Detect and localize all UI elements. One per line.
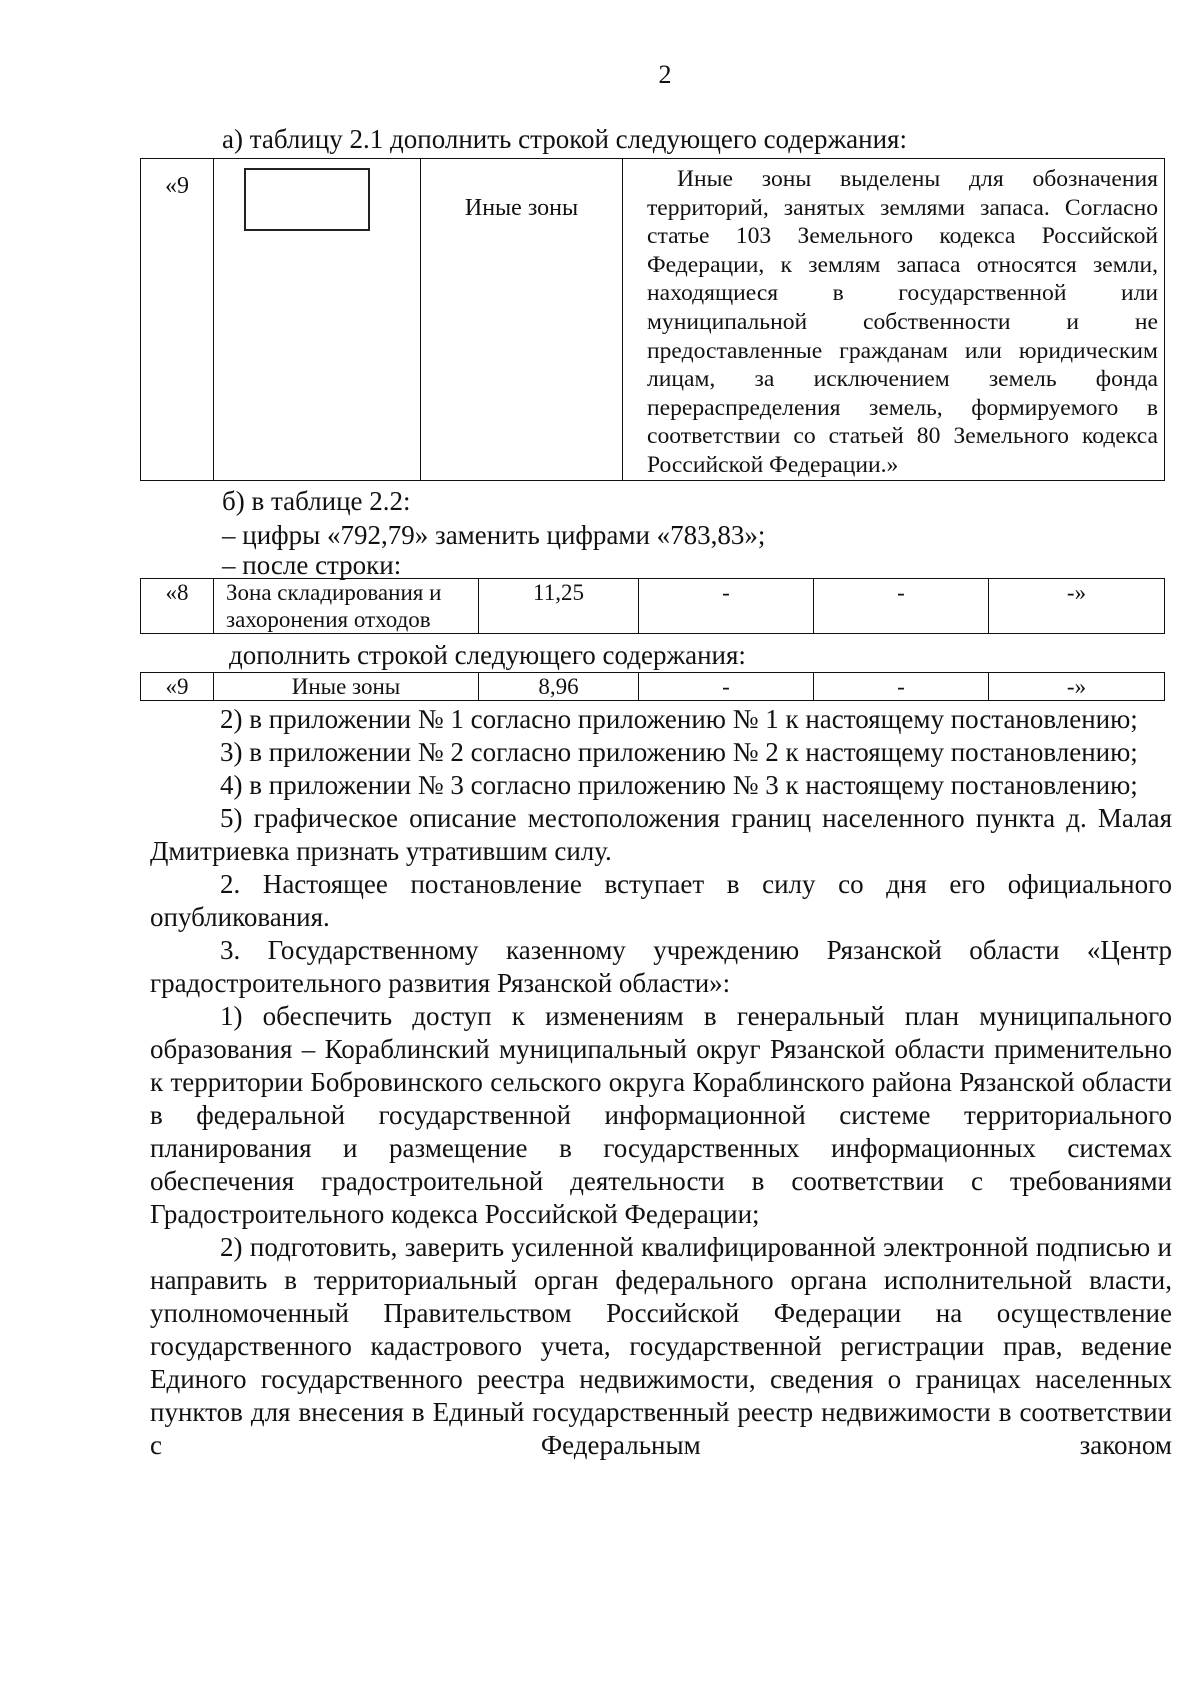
cell-col6: -»: [989, 579, 1165, 634]
cell-col5: -: [814, 673, 989, 701]
paragraph-appendix-3: 4) в приложении № 3 согласно приложению № 3 к настоящему постановлению;: [220, 770, 1138, 800]
table-row: [141, 673, 1165, 701]
zone-description-text: Иные зоны выделены для обозначения территорий, занятых землями запаса. Согласно статье 103 Земельного кодекса Российской Федерации, к землям запаса относятся земли, находящиеся в государственной или муниципальной собственности и не предоставленные гражданам или юридическим лицам, за исключением земель фонда перераспределения земель, формируемого в соответствии со статьей 80 Земельного кодекса Российской Федерации.»: [647, 166, 1158, 478]
section-3: 3. Государственному казенному учреждению Рязанской области «Центр градостроительного развития Рязанской области»:: [150, 935, 1172, 998]
section-3-item-2: 2) подготовить, заверить усиленной квалифицированной электронной подписью и направить в территориальный орган федерального органа исполнительной власти, уполномоченный Правительством Российской Федерации на осуществление государственного кадастрового учета, государственной регистрации прав, ведение Единого государственного реестра недвижимости, сведения о границах населенных пунктов для внесения в Единый государственный реестр недвижимости в соответствии с Федеральным законом: [150, 1232, 1172, 1460]
row-number: «8: [141, 579, 214, 634]
area-value: 8,96: [479, 673, 639, 701]
item-b-after-row: – после строки:: [222, 550, 402, 580]
row-number: «9: [141, 673, 214, 701]
paragraph-appendix-2: 3) в приложении № 2 согласно приложению № 2 к настоящему постановлению;: [220, 737, 1138, 767]
cell-col6: -»: [989, 673, 1165, 701]
zone-name: Иные зоны: [421, 159, 623, 481]
item-b-digits: – цифры «792,79» заменить цифрами «783,83»;: [222, 520, 766, 550]
symbol-cell: [214, 159, 421, 481]
table-row: [141, 579, 1165, 634]
cell-col4: -: [639, 673, 814, 701]
body-text: [150, 703, 1172, 1462]
table-row: [141, 159, 1165, 481]
cell-col5: -: [814, 579, 989, 634]
add-row-intro: дополнить строкой следующего содержания:: [229, 640, 746, 670]
table-2-2-existing-row: [140, 578, 1165, 634]
legend-symbol-rectangle: [244, 168, 370, 231]
paragraph-appendix-1: 2) в приложении № 1 согласно приложению № 1 к настоящему постановлению;: [220, 704, 1138, 734]
cell-col4: -: [639, 579, 814, 634]
table-2-2-new-row: [140, 672, 1165, 701]
zone-name: Зона складирования и захоронения отходов: [214, 579, 479, 634]
zone-name: Иные зоны: [214, 673, 479, 701]
section-3-item-1: 1) обеспечить доступ к изменениям в генеральный план муниципального образования – Кораблинский муниципальный округ Рязанской области применительно к территории Бобровинского сельского округа Кораблинского района Рязанской области в федеральной государственной информационной системе территориального планирования и размещение в государственных информационных системах обеспечения градостроительной деятельности в соответствии с требованиями Градостроительного кодекса Российской Федерации;: [150, 1001, 1172, 1229]
paragraph-graphic-description: 5) графическое описание местоположения границ населенного пункта д. Малая Дмитриевка признать утратившим силу.: [150, 803, 1172, 866]
item-b-intro: б) в таблице 2.2:: [222, 486, 411, 516]
area-value: 11,25: [479, 579, 639, 634]
item-a-intro: а) таблицу 2.1 дополнить строкой следующего содержания:: [222, 124, 907, 154]
section-2: 2. Настоящее постановление вступает в силу со дня его официального опубликования.: [150, 869, 1172, 932]
row-number: «9: [141, 159, 214, 481]
page-number: 2: [658, 60, 672, 89]
table-2-1-row: [140, 158, 1165, 481]
zone-description: [623, 159, 1165, 481]
